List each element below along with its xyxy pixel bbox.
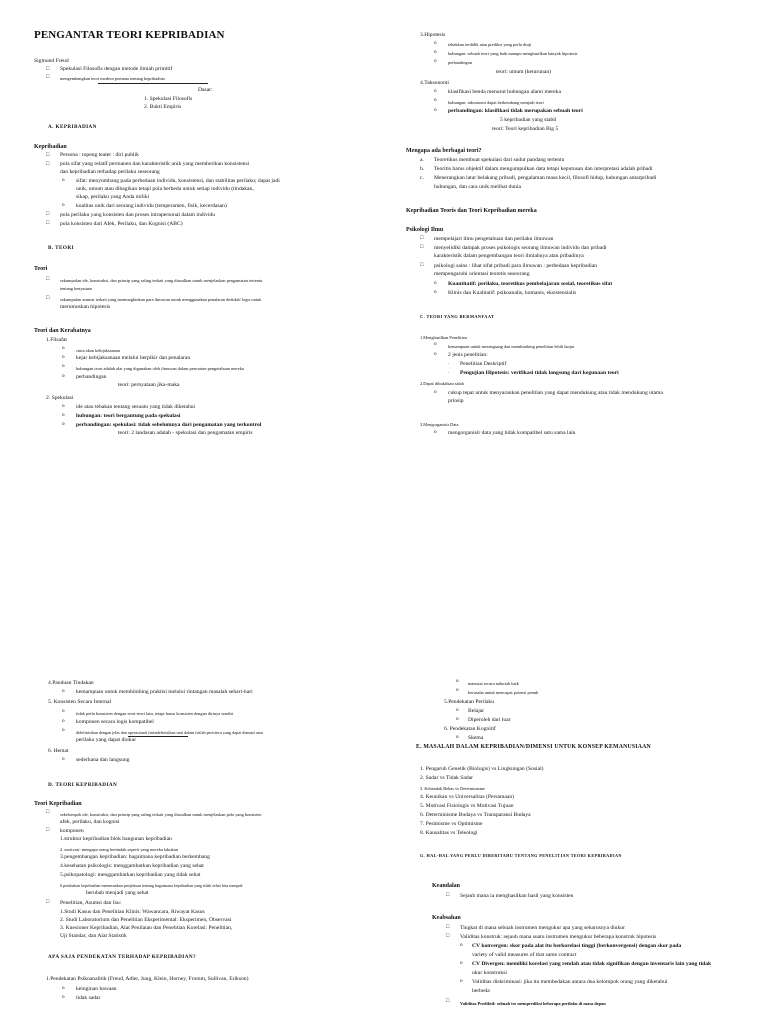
square-bullet-icon: □ (46, 161, 50, 167)
taksonomi-item: klasifikasi benda menurut hubungan alami mereka (448, 89, 561, 95)
tk-item: 5.psikopatologi: menggambarkan kepribadian yang tidak sehat (60, 872, 201, 878)
dibuktikan-item: prinsip (448, 398, 464, 404)
kepribadian-item: pola konsisten dari Afek, Perilaku, dan Kognisi (ABC) (60, 221, 183, 227)
spekulasi-item: teori: 2 landasan adalah - spekulasi dan pengamatan empiris (118, 430, 253, 436)
square-bullet-icon: □ (420, 235, 424, 241)
circle-bullet-icon: o (62, 202, 65, 208)
teori-heading: Teori (34, 266, 48, 272)
section-c-heading: C. TEORI YANG BERMANFAAT (420, 314, 495, 319)
circle-bullet-icon: o (62, 756, 65, 762)
panduan-item: kemampuan untuk membimbing praktisi melalui rintangan masalah sehari-hari (76, 689, 253, 695)
kepribadian-item: sifat: menyumbang pada perbedaan individu, konsistensi, dan stabilitas perilaku; dapat jadi (76, 178, 280, 184)
circle-bullet-icon: o (456, 716, 459, 722)
circle-bullet-icon: o (62, 985, 65, 991)
circle-bullet-icon: o (62, 708, 65, 714)
circle-bullet-icon: o (434, 88, 437, 94)
perilaku-item: Diperoleh dari luar (468, 717, 511, 723)
konsisten-heading: 5. Konsisten Secara Internal (48, 699, 112, 705)
keabsahan-item: CV Divergen: memiliki korelasi yang rendah atau tidak signifikan dengan inventaris lain yang tidak (472, 961, 712, 967)
kepribadian-item: kualitas unik dari seorang individu (temperamen, fisik, kecerdasan) (76, 203, 227, 209)
teori-item: tentang kenyataan (60, 286, 92, 291)
dasar-item: 2. Bukti Empiris (144, 104, 182, 110)
circle-bullet-icon: o (62, 688, 65, 694)
kerabat-heading: Teori dan Kerabatnya (34, 328, 91, 334)
square-bullet-icon: □ (46, 827, 50, 833)
section-g-heading: G. HAL-HAL YANG PERLU DIBERITAHU TENTANG PENELITIAN TEORI KEPRIBADIAN (420, 853, 622, 858)
kepribadian-heading: Kepribadian (34, 144, 67, 150)
square-bullet-icon: □ (420, 244, 424, 250)
spekulasi-item: hubungan: teori bergantung pada spekulasi (76, 413, 181, 419)
kepribadian-item: pola sifat yang relatif permanen dan karakteristik unik yang memberikan konsistensi (60, 161, 250, 167)
tk-item: 1.struktur kepribadian:blok bangunan kepribadian (60, 836, 172, 842)
mengapa-item: Menerangkan latar belakang pribadi, pengalaman masa kecil, filosofi hidup, hubungan antarpribadi (434, 175, 657, 181)
taksonomi-item: teori: Teori kepribadian Big 5 (492, 126, 559, 132)
apa-saja-heading: APA SAJA PENDEKATAN TERHADAP KEPRIBADIAN? (48, 954, 197, 960)
konsisten-item: didefinisikan dengan jelas dan operasional (mendefinisikan unit dalam istilah peristiwa yang dapat diamati atau (76, 730, 263, 735)
square-bullet-icon: □ (46, 295, 50, 301)
keabsahan-item: variety of valid measures of that same contract (472, 952, 577, 958)
intro-item: mengembangkan teori modern pertama tentang kepribadian (60, 76, 165, 81)
masalah-item: 7. Pesimisme vs Optimisme (420, 821, 483, 827)
document-title: PENGANTAR TEORI KEPRIBADIAN (34, 29, 225, 41)
kepribadian-item: pola perilaku yang konsisten dan proses intrapersonal dalam individu (60, 212, 216, 218)
spekulasi-item: ide atau tebakan tentang sesuatu yang tidak diketahui (76, 404, 196, 410)
menghasilkan-item: Pengujian Hipotesis: verifikasi tidak langsung dari kegunaan teori (460, 370, 619, 376)
filsafat-item: perbandingan (76, 374, 107, 380)
tk-item: sekelompok ide, konstruksi, dan prinsip yang saling terkait yang diusulkan untuk menjelaskan pola yang konsisten (60, 812, 262, 817)
section-d-heading: D. TEORI KEPRIBADIAN (48, 782, 118, 788)
square-bullet-icon: □ (420, 262, 424, 268)
psikoanalitik-item: keinginan bawaan (76, 986, 117, 992)
circle-bullet-icon: o (456, 687, 459, 693)
konsisten-item: perilaku yang dapat diukur (76, 737, 137, 743)
panduan-heading: 4.Panduan Tindakan (48, 680, 94, 686)
mengapa-item: Teoretikus membuat spekulasi dari sudut pandang tertentu (434, 157, 565, 163)
keabsahan-item: berbeda (472, 988, 490, 994)
psikologi-item: mempelajari ilmu pengetahuan dan perilaku ilmuwan (434, 236, 554, 242)
tk-item: 3.pengembangan kepribadian: bagaimana kepribadian berkembang (60, 854, 210, 860)
tk-item: 2. Studi Laboratorium dan Penelitian Eksperimental: Eksperimen, Observasi (60, 917, 232, 923)
tk-item: Penelitian, Asumsi dan Isu: (60, 900, 122, 906)
tk-item: Uji Standar, dan Alat Statistik (60, 933, 127, 939)
tk-item: afek, perilaku, dan kognisi (60, 819, 120, 825)
circle-bullet-icon: o (434, 107, 437, 113)
hipotesis-item: perbandingan (448, 60, 472, 65)
psikologi-item: mempengaruhi orientasi teoretis seseorang (434, 271, 530, 277)
circle-bullet-icon: o (456, 734, 459, 740)
underline-divider (98, 83, 208, 84)
taksonomi-item: perbandingan: klasifikasi tidak merupakan sebuah teori (448, 108, 583, 114)
circle-bullet-icon: o (456, 678, 459, 684)
mengorganisir-heading: 3.Mengorganisir Data (420, 422, 459, 427)
page-2-right-column (406, 512, 768, 1024)
psikologi-item: karakteristik dalam pengembangan teori ilmiahnya atau pribadinya (434, 253, 584, 259)
intro-item: Spekulasi Filosofis dengan metode ilmiah primitif (60, 66, 173, 72)
teori-item: merumuskan hipotesis (60, 304, 111, 310)
hipotesis-item: hubungan: sebuah teori yang baik mampu menghasilkan banyak hipotesis (448, 51, 578, 56)
circle-bullet-icon: o (62, 403, 65, 409)
psikologi-item: menyelidiki dampak proses psikologis seorang ilmuwan individu dan pribadi (434, 245, 607, 251)
circle-bullet-icon: o (62, 727, 65, 733)
square-bullet-icon: □ (46, 211, 50, 217)
page-1-right-column (406, 0, 768, 512)
section-e-heading: E. MASALAH DALAM KEPRIBADIAN/DIMENSI UNTUK KONSEP KEMANUSIAAN (416, 744, 651, 750)
circle-bullet-icon: o (460, 942, 463, 948)
humanistik-item: manusia secara naluriah baik (468, 681, 519, 686)
page-1-left-column (28, 0, 388, 512)
circle-bullet-icon: o (434, 351, 437, 357)
konsisten-item: komponen secara logis kompatibel (76, 719, 154, 725)
circle-bullet-icon: o (460, 960, 463, 966)
square-bullet-icon: □ (446, 924, 450, 930)
tk-item: 6.perubahan kepribadian memerankan penjelasan tentang bagaimana kepribadian yang tidak sehat bisa menjadi (60, 883, 243, 888)
kognitif-heading: 6. Pendekatan Kognitif (444, 726, 496, 732)
psikologi-item: Klinis dan Kualitatif: psikoanalis, humanis, eksistensialis (448, 290, 577, 296)
circle-bullet-icon: o (62, 363, 65, 369)
taksonomi-item: hubungan: taksonomi dapat berkembang menjadi teori (448, 100, 544, 105)
section-b-heading: B. TEORI (48, 245, 74, 251)
masalah-item: 5. Motivasi Fisiologis vs Motivasi Tujuan (420, 803, 514, 809)
masalah-item: 8. Kausalitas vs Teleologi (420, 830, 478, 836)
keabsahan-item: Tingkat di mana sebuah instrumen mengukur apa yang seharusnya diukur (460, 925, 625, 931)
tk-item: 1.Studi Kasus dan Penelitian Klinis: Wawancara, Riwayat Kasus (60, 909, 205, 915)
tk-item: 4.kesehatan psikologis: menggambarkan kepribadian yang sehat (60, 863, 204, 869)
mengapa-marker: c. (420, 175, 424, 181)
mengapa-marker: a. (420, 157, 424, 163)
tk-item: komponen (60, 828, 84, 834)
circle-bullet-icon: o (434, 280, 437, 286)
square-bullet-icon: □ (46, 220, 50, 226)
keabsahan-heading: Keabsahan (432, 915, 461, 921)
square-bullet-icon: □ (446, 892, 450, 898)
taksonomi-item: 5 kepribadian yang stabil (500, 117, 557, 123)
keandalan-item: Sejauh mana ia menghasilkan hasil yang konsisten (460, 893, 574, 899)
konsisten-item: tidak perlu konsisten dengan teori-teori lain, tetapi harus konsisten dengan dirinya sendiri (76, 711, 234, 716)
spekulasi-heading: 2. Spekulasi (46, 395, 74, 401)
circle-bullet-icon: o (434, 58, 437, 64)
masalah-item: 2. Sadar vs Tidak Sadar (420, 775, 473, 781)
psikologi-item: Kuantitatif: perilaku, teoretikus pembelajaran sosial, teoretikus sifat (448, 281, 613, 287)
hipotesis-item: tebakkan terdidik atau prediksi yang perlu diuji (448, 42, 532, 47)
square-bullet-icon: □ (46, 66, 50, 72)
hemat-item: sederhana dan langsung (76, 757, 130, 763)
perilaku-heading: 5.Pendekatan Perilaku (444, 699, 495, 705)
square-bullet-icon: □ (46, 809, 50, 815)
circle-bullet-icon: o (456, 707, 459, 713)
hipotesis-heading: 3.Hipotesis (420, 32, 446, 38)
humanistik-item: berusaha untuk mencapai potensi penuh (468, 690, 539, 695)
dibuktikan-heading: 2.Dapat dibuktikan salah (420, 381, 464, 386)
filsafat-item: hubungan teori adalah alat yang digunakan oleh ilmuwan dalam pencarian pengetahuan mereka (76, 366, 244, 371)
circle-bullet-icon: o (62, 373, 65, 379)
psikologi-item: psikologi sains : lihat sifat pribadi para ilmuwan : perbedaan kepribadian (434, 263, 598, 269)
filsafat-item: kejar kebijaksanaan melalui berpikir dan penalaran (76, 355, 191, 361)
dibuktikan-item: cukup tepat untuk menyarankan penelitian yang dapat mendukung atau tidak mendukung utama (448, 390, 663, 396)
circle-bullet-icon: o (62, 994, 65, 1000)
teori-kepribadian-heading: Teori Kepribadian (34, 801, 82, 807)
menghasilkan-item: kemampuan untuk merangsang dan membimbing penelitian lebih lanjut (448, 344, 575, 349)
dot-bullet-icon: . (448, 369, 450, 375)
mengorganisir-item: mengorganisir data yang tidak kompatibel satu sama lain (448, 430, 576, 436)
keabsahan-item: CV konvergen: skor pada alat itu berkorelasi tinggi (berkonvergensi) dengan skor pada (472, 943, 682, 949)
keabsahan-item: Validitas diskriminasi: jika itu membedakan antara dua kelompok orang yang diketahui (472, 979, 668, 985)
mengapa-heading: Mengapa ada berbagai teori? (406, 148, 482, 154)
circle-bullet-icon: o (434, 289, 437, 295)
kepribadian-item: dan kepribadian terhadap perilaku seseorang (60, 169, 160, 175)
tk-item: 2. motivasi: mengapa orang bertindak seperti yang mereka lakukan (60, 847, 178, 852)
tk-item: 3. Kuesioner Kepribadian, Alat Penilaian dan Penelitian Korelasi: Penelitian, (60, 925, 233, 931)
mengapa-item: Teoritis harus objektif dalam mengumpulkan data tetapi keputusan dan interpretasi adalah pribadi (434, 166, 653, 172)
keabsahan-item: Validitas konstruk: sejauh mana suatu instrumen mengukur beberapa konstruk hipotesis (460, 934, 657, 940)
square-bullet-icon: □ (46, 152, 50, 158)
circle-bullet-icon: o (62, 412, 65, 418)
circle-bullet-icon: o (434, 429, 437, 435)
kepribadian-item: sikap, perilaku yang Anda miliki (76, 194, 150, 200)
mengapa-item: hubungan, dan cara unik melihat dunia (434, 184, 521, 190)
circle-bullet-icon: o (62, 345, 65, 351)
masalah-item: 4. Keunikan vs Universalitas (Persamaan) (420, 794, 514, 800)
kepribadian-item: unik, umum atau dibagikan tetapi pola berbeda untuk setiap individu (tindakan, (76, 186, 254, 192)
spekulasi-item: perbandingan: spekulasi: tidak sebelumnya dari pengamatan yang terkontrol (76, 422, 262, 428)
author-name: Sigmund Freud (34, 58, 69, 64)
section-a-heading: A. KEPRIBADIAN (48, 124, 97, 130)
circle-bullet-icon: o (434, 341, 437, 347)
square-bullet-icon: □ (446, 933, 450, 939)
menghasilkan-heading: 1.Menghasilkan Penelitian (420, 335, 467, 340)
page-2 (0, 512, 768, 1024)
dot-bullet-icon: . (448, 360, 450, 366)
mengapa-marker: b. (420, 166, 425, 172)
perilaku-item: Belajar (468, 708, 485, 714)
filsafat-item: teori: pernyataan jika-maka (118, 382, 180, 388)
circle-bullet-icon: o (460, 978, 463, 984)
underline-divider (128, 736, 188, 737)
menghasilkan-item: 2 jenis penelitian: (448, 352, 488, 358)
masalah-item: 6. Determinisme Budaya vs Transparansi Budaya (420, 812, 531, 818)
teori-item: sekumpulan ide, konstruksi, dan prinsip yang saling terkait yang diusulkan untuk menjelaskan pengamatan tertentu (60, 278, 263, 283)
kognitif-item: Skema (468, 735, 484, 741)
teoris-heading: Kepribadian Teoris dan Teori Kepribadian mereka (406, 208, 537, 214)
teori-item: sekumpulan asumsi terkait yang memungkinkan para ilmuwan untuk menggunakan penalaran deduktif logis untuk (60, 297, 262, 302)
square-bullet-icon: □ (446, 998, 450, 1004)
masalah-item: 1. Pengaruh Genetik (Biologis) vs Lingkungan (Sosial) (420, 766, 544, 772)
circle-bullet-icon: o (434, 389, 437, 395)
hipotesis-item: teori: umum (keturunan) (496, 69, 551, 75)
taksonomi-heading: 4.Taksonomi (420, 80, 449, 86)
dasar-item: 1. Spekulasi Filosofis (144, 96, 193, 102)
keabsahan-item: ukur konstruksi (472, 970, 507, 976)
keabsahan-item: Validitas Prediktif: sebuah tes memprediksi beberapa perilaku di masa depan (460, 1001, 606, 1006)
square-bullet-icon: □ (46, 899, 50, 905)
square-bullet-icon: □ (46, 276, 50, 282)
kepribadian-item: Persona : topeng teater : diri publik (60, 152, 139, 158)
circle-bullet-icon: o (62, 421, 65, 427)
circle-bullet-icon: o (434, 49, 437, 55)
circle-bullet-icon: o (434, 40, 437, 46)
psikologi-heading: Psikologi Ilmu (406, 227, 444, 233)
square-bullet-icon: □ (46, 74, 50, 80)
hemat-heading: 6. Hemat (48, 748, 69, 754)
menghasilkan-item: Penelitian Deskriptif (460, 361, 507, 367)
tk-item: berubah menjadi yang sehat (86, 890, 149, 896)
psikoanalitik-item: tidak sadar (76, 995, 101, 1001)
keandalan-heading: Keandalan (432, 883, 461, 889)
psikoanalitik-heading: 1.Pendekatan Psikoanalitik (Freud, Adler, Jung, Klein, Horney, Fromm, Sullivan, Erikson) (46, 976, 249, 982)
filsafat-heading: 1.Filsafat (46, 337, 67, 343)
dasar-label: Dasar: (198, 87, 213, 93)
circle-bullet-icon: o (62, 354, 65, 360)
circle-bullet-icon: o (62, 177, 65, 183)
circle-bullet-icon: o (434, 97, 437, 103)
page-2-left-column (28, 512, 388, 1024)
circle-bullet-icon: o (62, 718, 65, 724)
filsafat-item: cinta akan kebijaksanaan (76, 348, 120, 353)
masalah-item: 3. Kehendak Bebas vs Determinisme (420, 786, 485, 791)
